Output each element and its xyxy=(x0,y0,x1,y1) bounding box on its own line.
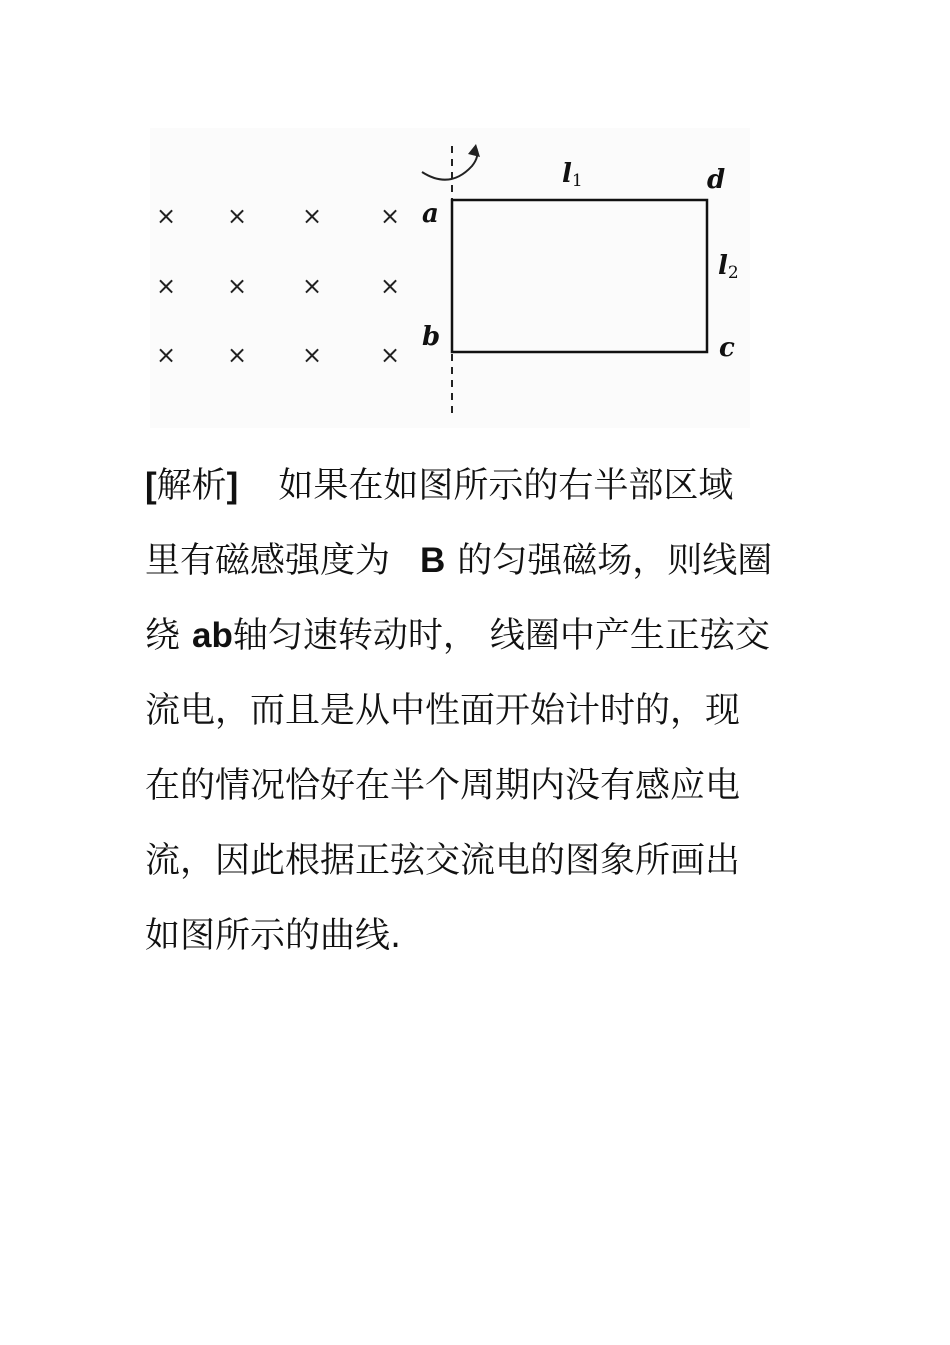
analysis-line-3 xyxy=(145,608,845,683)
analysis-line-6: 流，因此根据正弦交流电的图象所画出 xyxy=(145,841,741,881)
field-cross: × xyxy=(226,341,248,369)
analysis-tag-open: [ xyxy=(145,466,157,505)
analysis-line-3-mid: 轴匀速转动时， xyxy=(232,616,478,656)
label-c: c xyxy=(719,333,735,363)
field-symbol-B: B xyxy=(420,541,446,580)
label-a: a xyxy=(422,199,439,229)
field-cross: × xyxy=(379,272,401,300)
label-d: d xyxy=(707,165,726,195)
axis-symbol-ab: ab xyxy=(192,616,233,655)
label-l2-base: l xyxy=(718,251,728,281)
field-cross: × xyxy=(226,272,248,300)
label-l2-sub: 2 xyxy=(727,263,739,283)
figure-svg xyxy=(150,128,750,428)
field-cross: × xyxy=(379,341,401,369)
analysis-line-2-post: 的匀强磁场，则线圈 xyxy=(457,541,773,581)
analysis-line-7: 如图所示的曲线. xyxy=(145,916,402,956)
analysis-line-1-text: 如果在如图所示的右半部区域 xyxy=(278,466,734,506)
analysis-line-4: 流电，而且是从中性面开始计时的，现 xyxy=(145,691,741,731)
analysis-line-2 xyxy=(145,533,845,608)
analysis-tag-close: ] xyxy=(226,466,239,505)
field-cross: × xyxy=(379,202,401,230)
field-cross: × xyxy=(301,202,323,230)
field-cross: × xyxy=(155,202,177,230)
analysis-tag-word: 解析 xyxy=(156,466,227,506)
field-cross: × xyxy=(301,272,323,300)
label-l1-base: l xyxy=(562,159,572,189)
label-b: b xyxy=(422,322,441,352)
field-cross: × xyxy=(155,341,177,369)
field-cross: × xyxy=(226,202,248,230)
analysis-text xyxy=(145,458,845,983)
label-l1-sub: 1 xyxy=(571,171,583,191)
analysis-line-1 xyxy=(145,458,845,533)
analysis-line-3-post: 线圈中产生正弦交 xyxy=(489,616,770,656)
field-cross: × xyxy=(301,341,323,369)
analysis-line-5: 在的情况恰好在半个周期内没有感应电 xyxy=(145,766,741,806)
analysis-line-3-pre: 绕 xyxy=(145,616,181,656)
coil-in-magnetic-field-figure xyxy=(150,128,750,428)
field-cross: × xyxy=(155,272,177,300)
analysis-line-2-pre: 里有磁感强度为 xyxy=(145,541,391,581)
